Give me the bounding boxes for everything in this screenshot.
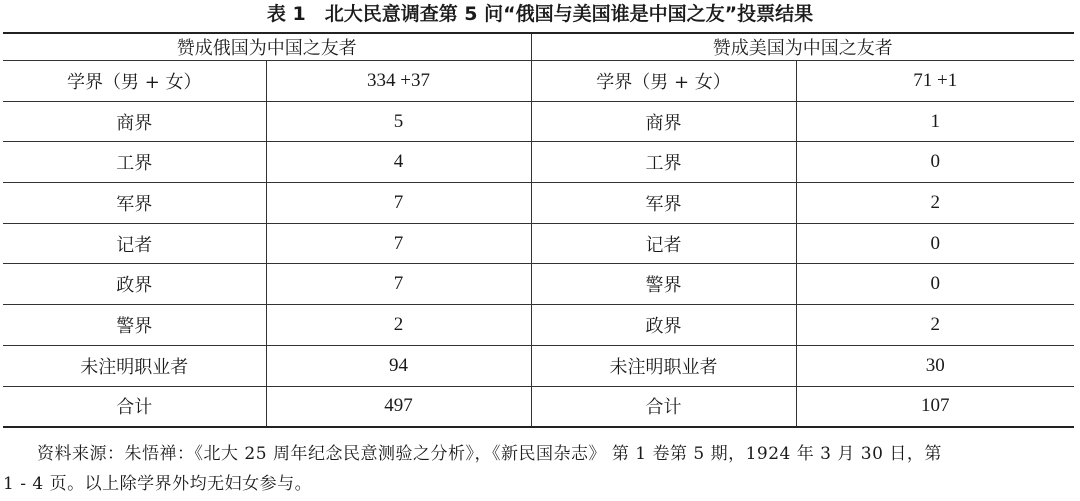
table-row	[3, 101, 1074, 142]
table-row	[3, 183, 1074, 224]
russia-sector-cell: 军界	[3, 183, 266, 224]
russia-votes-cell: 94	[266, 345, 531, 386]
russia-votes-cell: 5	[266, 101, 531, 142]
header-usa: 赞成美国为中国之友者	[531, 34, 1074, 61]
russia-votes-cell: 7	[266, 183, 531, 224]
usa-sector-cell: 工界	[531, 142, 796, 183]
table-row	[3, 61, 1074, 102]
russia-sector-cell: 未注明职业者	[3, 345, 266, 386]
source-note-line-1: 资料来源：朱悟禅：《北大 25 周年纪念民意测验之分析》，《新民国杂志》 第 1 卷第 5 期，1924 年 3 月 30 日，第	[37, 444, 942, 464]
russia-sector-cell: 记者	[3, 223, 266, 264]
table-body	[3, 61, 1074, 427]
usa-votes-cell: 0	[796, 223, 1074, 264]
usa-votes-cell: 1	[796, 101, 1074, 142]
russia-sector-cell: 合计	[3, 386, 266, 426]
russia-votes-cell: 334 +37	[266, 61, 531, 102]
table-header-row	[3, 34, 1074, 61]
russia-votes-cell: 7	[266, 264, 531, 305]
table-row	[3, 223, 1074, 264]
russia-sector-cell: 工界	[3, 142, 266, 183]
usa-votes-cell: 2	[796, 183, 1074, 224]
usa-votes-cell: 0	[796, 142, 1074, 183]
russia-sector-cell: 警界	[3, 305, 266, 346]
usa-sector-cell: 记者	[531, 223, 796, 264]
usa-sector-cell: 政界	[531, 305, 796, 346]
usa-sector-cell: 合计	[531, 386, 796, 426]
usa-sector-cell: 未注明职业者	[531, 345, 796, 386]
usa-votes-cell: 2	[796, 305, 1074, 346]
table-row	[3, 305, 1074, 346]
usa-sector-cell: 警界	[531, 264, 796, 305]
russia-sector-cell: 商界	[3, 101, 266, 142]
table-row	[3, 386, 1074, 426]
results-table-container	[3, 32, 1074, 428]
russia-votes-cell: 7	[266, 223, 531, 264]
table-row	[3, 264, 1074, 305]
usa-sector-cell: 军界	[531, 183, 796, 224]
table-row	[3, 345, 1074, 386]
usa-sector-cell: 学界（男 + 女）	[531, 61, 796, 102]
usa-votes-cell: 107	[796, 386, 1074, 426]
russia-sector-cell: 学界（男 + 女）	[3, 61, 266, 102]
russia-sector-cell: 政界	[3, 264, 266, 305]
source-note-line-2: 1 - 4 页。以上除学界外均无妇女参与。	[3, 474, 313, 494]
table-row	[3, 142, 1074, 183]
usa-votes-cell: 71 +1	[796, 61, 1074, 102]
header-russia: 赞成俄国为中国之友者	[3, 34, 531, 61]
table-caption: 表 1 北大民意调查第 5 问“俄国与美国谁是中国之友”投票结果	[266, 3, 814, 25]
russia-votes-cell: 497	[266, 386, 531, 426]
results-table	[3, 34, 1074, 426]
usa-votes-cell: 0	[796, 264, 1074, 305]
russia-votes-cell: 4	[266, 142, 531, 183]
usa-votes-cell: 30	[796, 345, 1074, 386]
usa-sector-cell: 商界	[531, 101, 796, 142]
russia-votes-cell: 2	[266, 305, 531, 346]
